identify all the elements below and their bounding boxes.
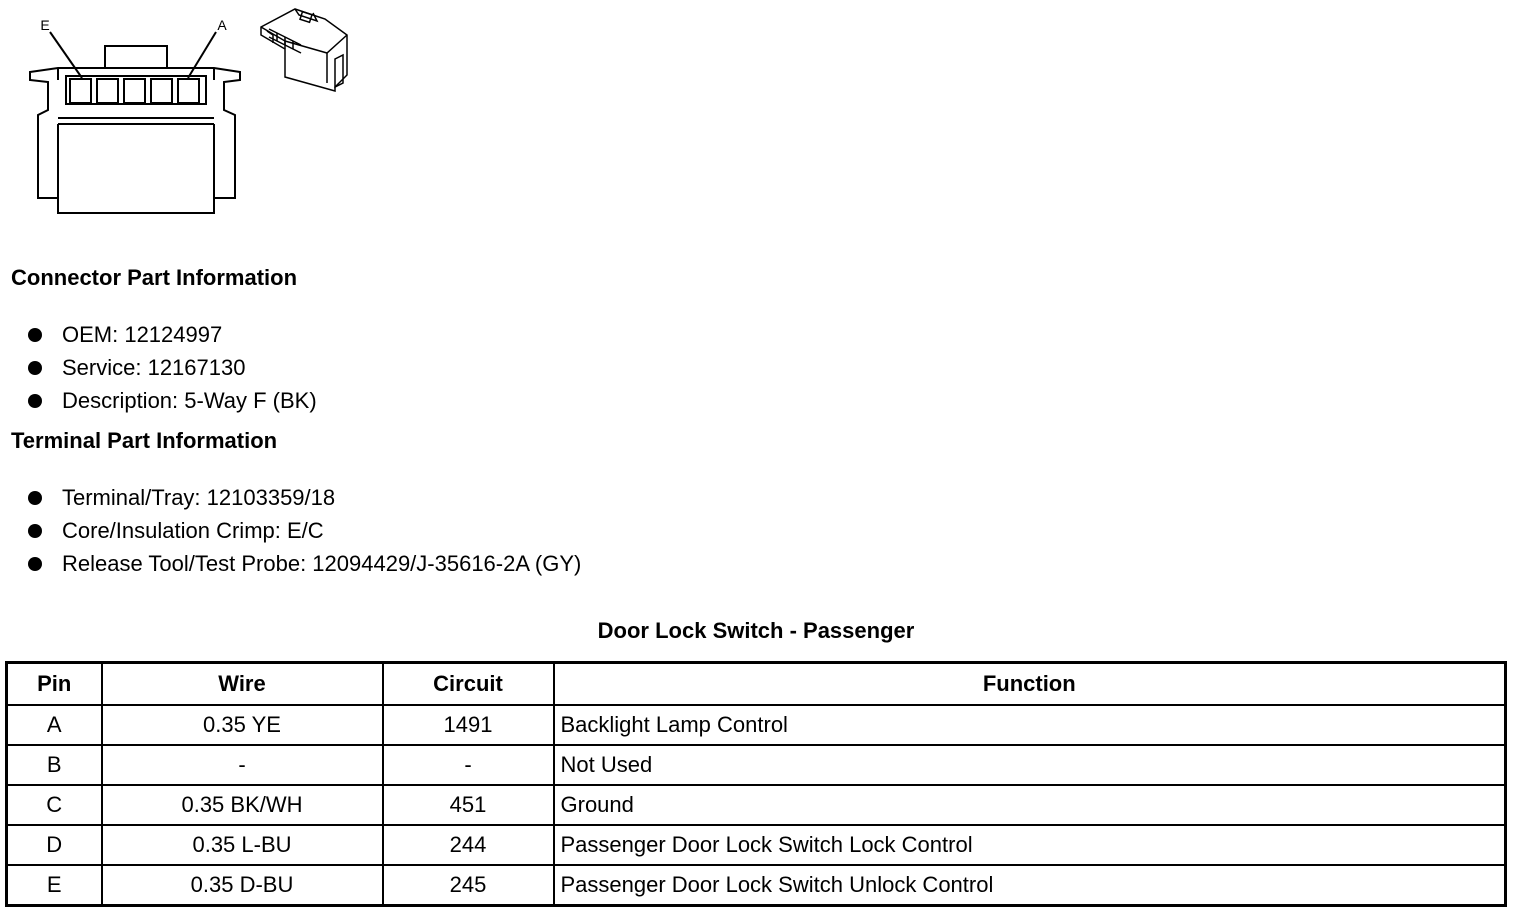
- cell-wire: -: [102, 745, 383, 785]
- cell-pin: E: [7, 865, 102, 906]
- cell-wire: 0.35 BK/WH: [102, 785, 383, 825]
- cell-pin: A: [7, 705, 102, 745]
- terminal-info-heading: Terminal Part Information: [11, 428, 278, 453]
- cell-function: Ground: [554, 785, 1506, 825]
- cell-circuit: 451: [383, 785, 554, 825]
- table-row: [7, 825, 1506, 865]
- header-wire: Wire: [102, 663, 383, 706]
- cell-function: Not Used: [554, 745, 1506, 785]
- header-pin: Pin: [7, 663, 102, 706]
- table-header-row: [7, 663, 1506, 706]
- cell-circuit: 245: [383, 865, 554, 906]
- header-circuit: Circuit: [383, 663, 554, 706]
- cell-circuit: 1491: [383, 705, 554, 745]
- cell-wire: 0.35 YE: [102, 705, 383, 745]
- list-item: OEM: 12124997: [28, 318, 317, 351]
- bullet-icon: [28, 361, 42, 375]
- cell-function: Passenger Door Lock Switch Lock Control: [554, 825, 1506, 865]
- cell-wire: 0.35 L-BU: [102, 825, 383, 865]
- cell-pin: B: [7, 745, 102, 785]
- pin-label-a: A: [217, 17, 227, 33]
- list-item: Description: 5-Way F (BK): [28, 384, 317, 417]
- cell-function: Passenger Door Lock Switch Unlock Control: [554, 865, 1506, 906]
- cell-circuit: 244: [383, 825, 554, 865]
- cell-function: Backlight Lamp Control: [554, 705, 1506, 745]
- cell-pin: D: [7, 825, 102, 865]
- list-item: Release Tool/Test Probe: 12094429/J-35616-2A (GY): [28, 547, 581, 580]
- bullet-icon: [28, 491, 42, 505]
- bullet-icon: [28, 328, 42, 342]
- connector-face-diagram: [0, 0, 250, 220]
- table-row: [7, 745, 1506, 785]
- header-function: Function: [554, 663, 1506, 706]
- cell-wire: 0.35 D-BU: [102, 865, 383, 906]
- connector-info-heading: Connector Part Information: [11, 265, 298, 290]
- list-item: Core/Insulation Crimp: E/C: [28, 514, 581, 547]
- pinout-table: [5, 661, 1507, 907]
- table-row: [7, 865, 1506, 906]
- list-item: Service: 12167130: [28, 351, 317, 384]
- bullet-icon: [28, 557, 42, 571]
- cell-pin: C: [7, 785, 102, 825]
- connector-isometric-diagram: [255, 5, 365, 95]
- terminal-info-list: [28, 481, 581, 580]
- list-item: Terminal/Tray: 12103359/18: [28, 481, 581, 514]
- bullet-icon: [28, 524, 42, 538]
- bullet-icon: [28, 394, 42, 408]
- connector-info-list: [28, 318, 317, 417]
- pin-label-e: E: [40, 17, 50, 33]
- table-row: [7, 705, 1506, 745]
- table-row: [7, 785, 1506, 825]
- table-title: Door Lock Switch - Passenger: [597, 618, 915, 643]
- cell-circuit: -: [383, 745, 554, 785]
